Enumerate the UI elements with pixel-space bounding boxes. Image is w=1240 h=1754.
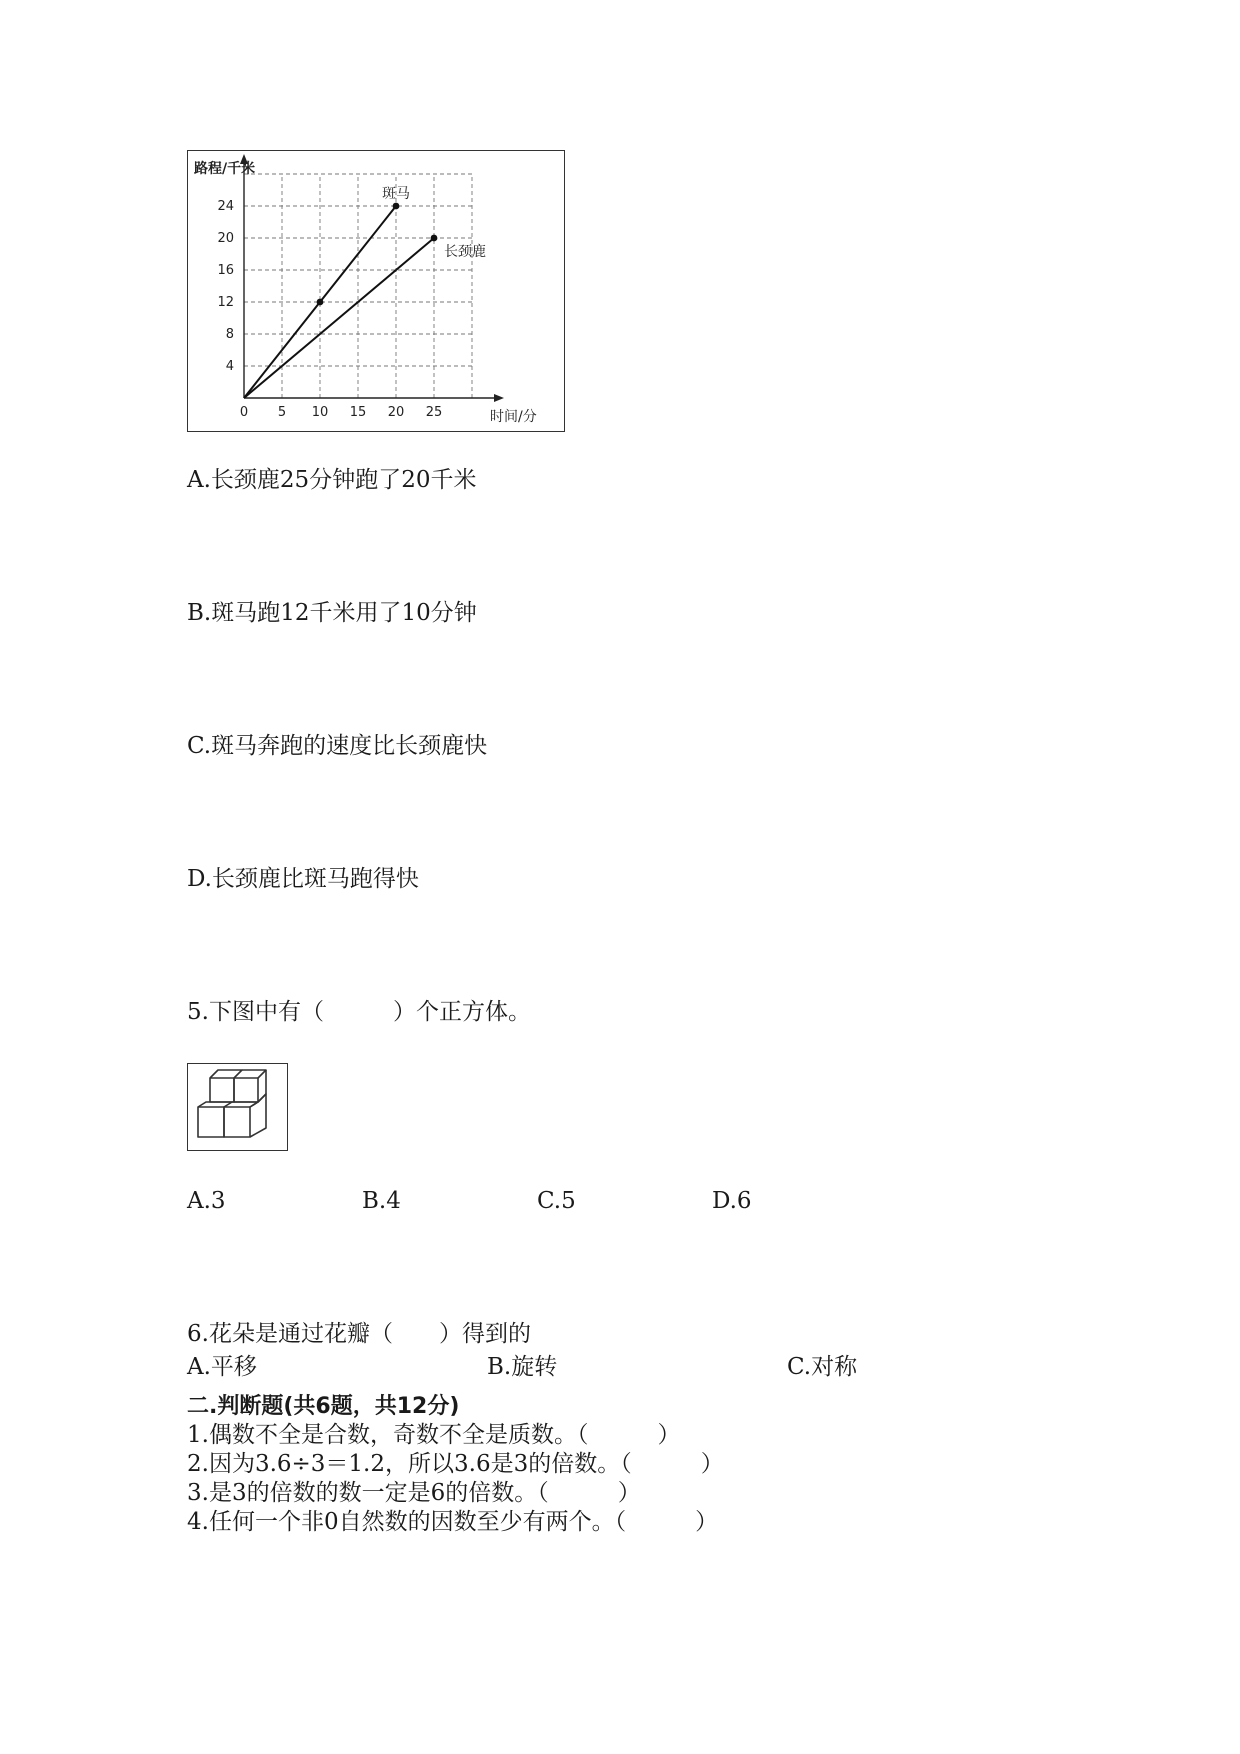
section-2-heading: 二.判断题(共6题，共12分) [187,1394,460,1419]
y-tick-label: 8 [225,327,234,342]
judgment-item-1: 1.偶数不全是合数，奇数不全是质数。（ ） [187,1422,681,1448]
zebra-data-point [317,299,324,306]
giraffe-series-label: 长颈鹿 [444,244,486,260]
judgment-item-2: 2.因为3.6÷3＝1.2，所以3.6是3的倍数。（ ） [187,1451,724,1477]
q5-option-c: C.5 [537,1188,576,1214]
judgment-item-4: 4.任何一个非0自然数的因数至少有两个。（ ） [187,1509,719,1535]
judgment-item-3: 3.是3的倍数的数一定是6的倍数。（ ） [187,1480,641,1506]
q6-stem: 6.花朵是通过花瓣（ ）得到的 [187,1321,531,1347]
y-tick-label: 12 [217,295,234,310]
chart-grid [244,174,472,398]
q4-option-d: D.长颈鹿比斑马跑得快 [187,866,419,892]
y-tick-label: 16 [217,263,234,278]
zebra-data-point [393,203,400,210]
q5-option-d: D.6 [712,1188,752,1214]
x-tick-label: 20 [387,405,405,420]
y-tick-label: 4 [225,359,234,374]
giraffe-data-point [431,235,438,242]
cube-stack-drawing [188,1064,286,1149]
q6-option-a: A.平移 [187,1354,257,1380]
q5-stem: 5.下图中有（ ）个正方体。 [187,999,531,1025]
zebra-series-label: 斑马 [382,186,410,202]
x-tick-label: 15 [349,405,367,420]
chart-series [244,203,437,398]
y-tick-label: 24 [217,199,234,214]
x-axis-arrow [494,394,504,402]
y-axis-title: 路程/千米 [194,161,256,177]
x-tick-label: 25 [425,405,443,420]
q5-option-b: B.4 [362,1188,401,1214]
q4-option-a: A.长颈鹿25分钟跑了20千米 [187,467,477,493]
cube-stack-figure [187,1063,288,1151]
q4-option-c: C.斑马奔跑的速度比长颈鹿快 [187,733,488,759]
chart-labels [194,160,537,425]
chart-axes [240,154,504,402]
x-tick-label: 5 [277,405,287,420]
x-tick-label: 0 [239,405,249,420]
chart-canvas [188,151,563,430]
giraffe-series-line [244,238,434,398]
distance-time-chart [187,150,565,432]
q6-option-c: C.对称 [787,1354,858,1380]
q4-option-b: B.斑马跑12千米用了10分钟 [187,600,477,626]
x-axis-title: 时间/分 [490,409,537,425]
q5-option-a: A.3 [187,1188,226,1214]
q6-option-b: B.旋转 [487,1354,558,1380]
x-tick-label: 10 [311,405,329,420]
y-tick-label: 20 [217,231,234,246]
